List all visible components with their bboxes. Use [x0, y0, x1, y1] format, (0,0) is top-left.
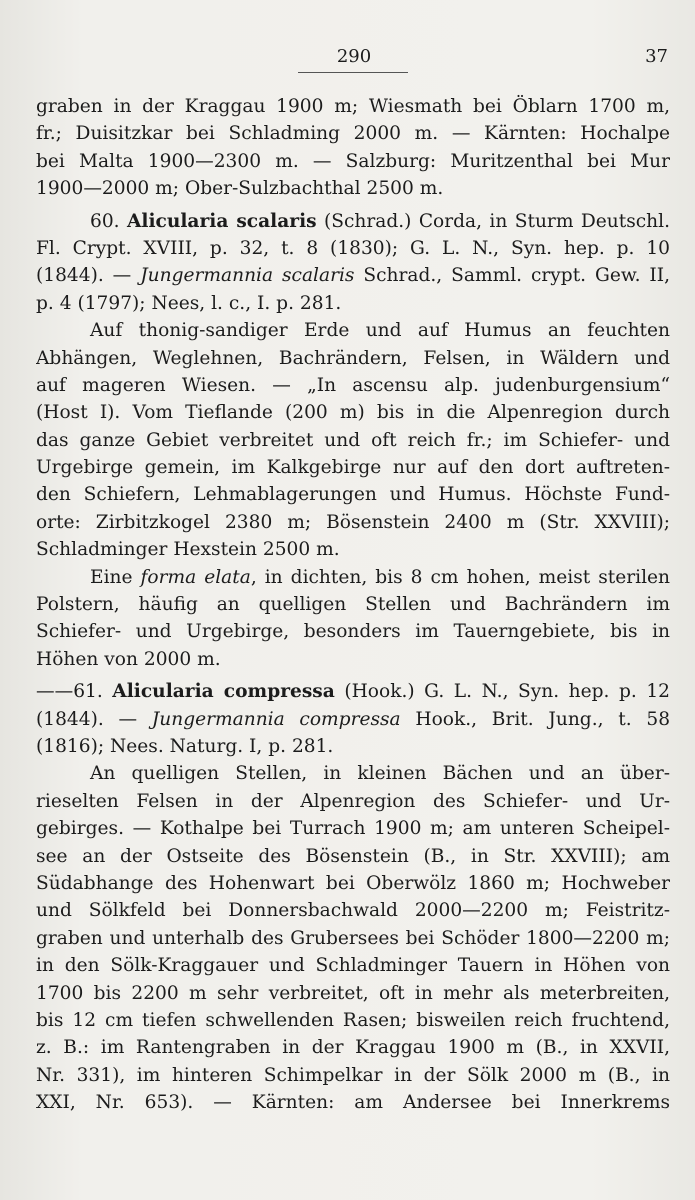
- header-rule: [298, 72, 408, 73]
- page-number-right: 37: [645, 46, 668, 67]
- text-line: bis 12 cm tiefen schwellenden Rasen; bisweilen reich fruchtend,: [36, 1009, 670, 1031]
- text-line: fr.; Duisitzkar bei Schladming 2000 m. — Kärnten: Hochalpe: [36, 123, 670, 145]
- page-header: [0, 44, 695, 74]
- text-line: Urgebirge gemein, im Kalkgebirge nur auf den dort auftreten-: [36, 457, 670, 479]
- text-line: bei Malta 1900—2300 m. — Salzburg: Muritzenthal bei Mur: [36, 150, 670, 172]
- text-line: Schiefer- und Urgebirge, besonders im Tauerngebiete, bis in: [36, 621, 670, 643]
- text-line: Schladminger Hexstein 2500 m.: [36, 539, 340, 561]
- species-61-heading: ——61. Alicularia compressa (Hook.) G. L. N., Syn. hep. p. 12: [36, 681, 670, 703]
- text-line: Polstern, häufig an quelligen Stellen und Bachrändern im: [36, 594, 670, 616]
- text-line: XXI, Nr. 653). — Kärnten: am Andersee bei Innerkrems: [36, 1092, 670, 1114]
- text-line: see an der Ostseite des Bösenstein (B., in Str. XXVIII); am: [36, 845, 670, 867]
- text-line: 1700 bis 2200 m sehr verbreitet, oft in mehr als meterbreiten,: [36, 982, 670, 1004]
- text-line: (Host I). Vom Tieflande (200 m) bis in die Alpenregion durch: [36, 402, 670, 424]
- text-line: (1844). — Jungermannia scalaris Schrad., Samml. crypt. Gew. II,: [36, 265, 670, 287]
- text-line: den Schiefern, Lehmablagerungen und Humus. Höchste Fund-: [36, 484, 670, 506]
- text-line: das ganze Gebiet verbreitet und oft reich fr.; im Schiefer- und: [36, 429, 670, 451]
- text-line: und Sölkfeld bei Donnersbachwald 2000—2200 m; Feistritz-: [36, 900, 670, 922]
- text-line: An quelligen Stellen, in kleinen Bächen und an über-: [90, 763, 670, 785]
- species-60-heading: 60. Alicularia scalaris (Schrad.) Corda, in Sturm Deutschl.: [90, 210, 670, 232]
- text-line: Eine forma elata, in dichten, bis 8 cm hohen, meist sterilen: [90, 566, 670, 588]
- text-line: rieselten Felsen in der Alpenregion des Schiefer- und Ur-: [36, 790, 670, 812]
- text-line: Nr. 331), im hinteren Schimpelkar in der Sölk 2000 m (B., in: [36, 1064, 670, 1086]
- text-line: Südabhange des Hohenwart bei Oberwölz 1860 m; Hochweber: [36, 872, 670, 894]
- text-line: graben und unterhalb des Grubersees bei Schöder 1800—2200 m;: [36, 927, 670, 949]
- text-line: Auf thonig-sandiger Erde und auf Humus an feuchten: [90, 320, 670, 342]
- text-line: gebirges. — Kothalpe bei Turrach 1900 m; am unteren Scheipel-: [36, 818, 670, 840]
- text-line: Höhen von 2000 m.: [36, 648, 221, 670]
- text-line: (1844). — Jungermannia compressa Hook., Brit. Jung., t. 58: [36, 708, 670, 730]
- text-line: z. B.: im Rantengraben in der Kraggau 1900 m (B., in XXVII,: [36, 1037, 670, 1059]
- text-line: Fl. Crypt. XVIII, p. 32, t. 8 (1830); G. L. N., Syn. hep. p. 10: [36, 237, 670, 259]
- text-line: auf mageren Wiesen. — „In ascensu alp. judenburgensium“: [36, 374, 670, 396]
- text-line: in den Sölk-Kraggauer und Schladminger Tauern in Höhen von: [36, 955, 670, 977]
- body-text: [36, 93, 670, 1116]
- text-line: Abhängen, Weglehnen, Bachrändern, Felsen, in Wäldern und: [36, 347, 670, 369]
- text-line: p. 4 (1797); Nees, l. c., I. p. 281.: [36, 292, 342, 314]
- text-line: orte: Zirbitzkogel 2380 m; Bösenstein 2400 m (Str. XXVIII);: [36, 511, 670, 533]
- text-line: 1900—2000 m; Ober-Sulzbachthal 2500 m.: [36, 178, 444, 200]
- text-line: (1816); Nees. Naturg. I, p. 281.: [36, 735, 334, 757]
- text-line: graben in der Kraggau 1900 m; Wiesmath bei Öblarn 1700 m,: [36, 96, 670, 117]
- page-number-center: 290: [336, 46, 372, 67]
